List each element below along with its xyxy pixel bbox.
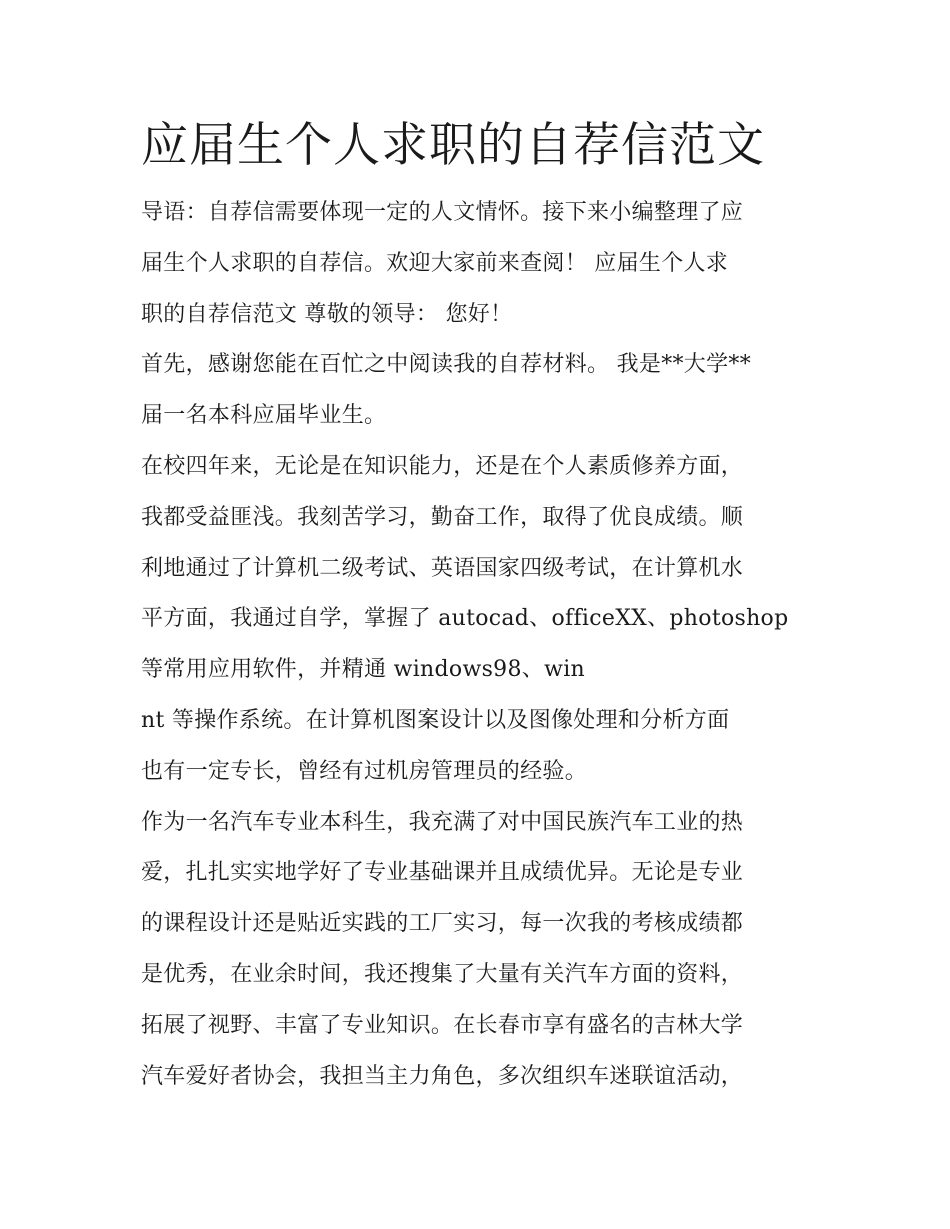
body-line: 届生个人求职的自荐信。欢迎大家前来查阅！ 应届生个人求 — [141, 250, 729, 276]
body-line: nt 等操作系统。在计算机图案设计以及图像处理和分析方面 — [141, 707, 730, 733]
document-title: 应届生个人求职的自荐信范文 — [141, 118, 765, 173]
body-line: 等常用应用软件，并精通 windows98、win — [141, 657, 586, 683]
body-line: 利地通过了计算机二级考试、英语国家四级考试，在计算机水 — [141, 555, 744, 581]
document-page — [141, 112, 813, 1102]
body-line: 届一名本科应届毕业生。 — [141, 403, 387, 429]
body-line: 的课程设计还是贴近实践的工厂实习，每一次我的考核成绩都 — [141, 911, 744, 937]
body-line: 首先，感谢您能在百忙之中阅读我的自荐材料。 我是**大学** — [141, 352, 751, 378]
body-line: 汽车爱好者协会，我担当主力角色，多次组织车迷联谊活动， — [141, 1063, 744, 1089]
body-line: 职的自荐信范文 尊敬的领导： 您好！ — [141, 301, 513, 327]
body-line: 在校四年来，无论是在知识能力，还是在个人素质修养方面， — [141, 453, 744, 479]
body-line: 拓展了视野、丰富了专业知识。在长春市享有盛名的吉林大学 — [141, 1012, 744, 1038]
body-line: 爱，扎扎实实地学好了专业基础课并且成绩优异。无论是专业 — [141, 860, 744, 886]
body-line: 也有一定专长，曾经有过机房管理员的经验。 — [141, 758, 588, 784]
document-body — [141, 188, 813, 1102]
body-line: 导语：自荐信需要体现一定的人文情怀。接下来小编整理了应 — [141, 200, 744, 225]
body-line: 平方面，我通过自学，掌握了 autocad、officeXX、photoshop — [141, 606, 789, 632]
body-line: 是优秀，在业余时间，我还搜集了大量有关汽车方面的资料， — [141, 961, 744, 987]
body-line: 作为一名汽车专业本科生，我充满了对中国民族汽车工业的热 — [141, 809, 744, 835]
body-line: 我都受益匪浅。我刻苦学习，勤奋工作，取得了优良成绩。顺 — [141, 504, 744, 530]
